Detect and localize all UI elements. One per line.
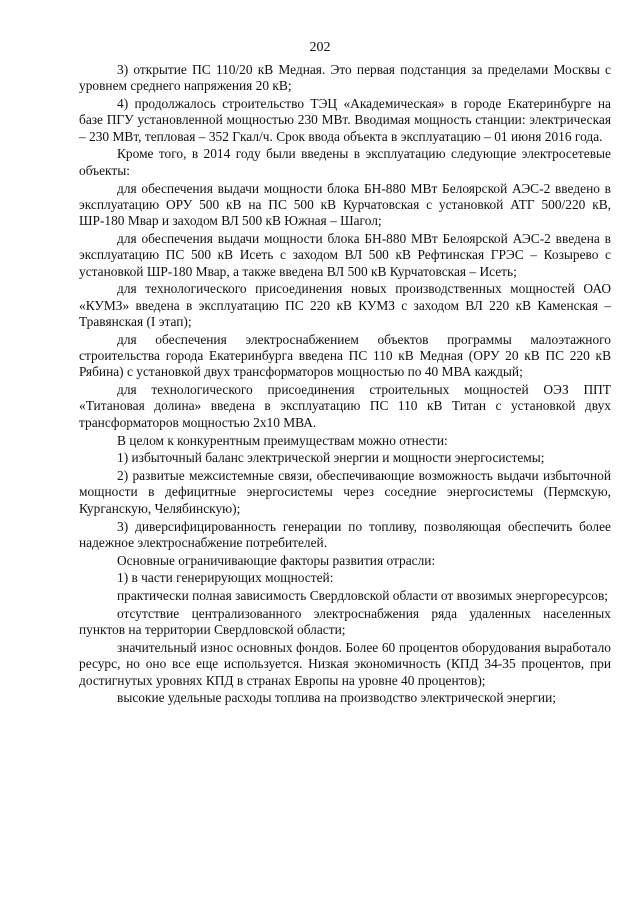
paragraph: 3) открытие ПС 110/20 кВ Медная. Это первая подстанция за пределами Москвы с уровнем среднего напряжения 20 кВ;: [79, 62, 611, 94]
paragraph: для обеспечения выдачи мощности блока БН-880 МВт Белоярской АЭС-2 введена в эксплуатацию ПС 500 кВ Исеть с заходом ВЛ 500 кВ Рефтинская ГРЭС – Козырево с установкой ШР-180 Мвар, а также введена ВЛ 500 кВ Курчатовская – Исеть;: [79, 230, 611, 279]
paragraph: для обеспечения выдачи мощности блока БН-880 МВт Белоярской АЭС-2 введено в эксплуатацию ОРУ 500 кВ на ПС 500 кВ Курчатовская с установкой АТГ 500/220 кВ, ШР-180 Мвар и заходом ВЛ 500 кВ Южная – Шагол;: [79, 180, 611, 229]
paragraph: Основные ограничивающие факторы развития отрасли:: [117, 552, 436, 568]
paragraph: отсутствие централизованного электроснабжения ряда удаленных населенных пунктов на территории Свердловской области;: [79, 606, 611, 638]
paragraph: для технологического присоединения строительных мощностей ОЭЗ ППТ «Титановая долина» введена в эксплуатацию ПС 110 кВ Титан с установкой двух трансформаторов мощностью 2x10 МВА.: [79, 382, 611, 430]
paragraph: для обеспечения электроснабжением объектов программы малоэтажного строительства города Екатеринбурга введена ПС 110 кВ Медная (ОРУ 20 кВ ПС 220 кВ Рябина) с установкой двух трансформаторов мощностью по 40 МВА каждый;: [79, 331, 611, 380]
paragraph: 1) избыточный баланс электрической энергии и мощности энергосистемы;: [117, 450, 545, 466]
paragraph: Кроме того, в 2014 году были введены в эксплуатацию следующие электросетевые объекты:: [79, 146, 611, 178]
paragraph: практически полная зависимость Свердловской области от ввозимых энергоресурсов;: [117, 588, 609, 604]
paragraph: В целом к конкурентным преимуществам можно отнести:: [117, 432, 448, 448]
paragraph: 3) диверсифицированность генерации по топливу, позволяющая обеспечить более надежное электроснабжение потребителей.: [79, 518, 611, 550]
page-body: [79, 62, 611, 708]
paragraph: значительный износ основных фондов. Более 60 процентов оборудования выработало ресурс, но оно все еще используется. Низкая экономичность (КПД 34-35 процентов, при достигнутых уровнях КПД в странах Европы на уровне 40 процентов);: [79, 640, 611, 688]
paragraph: высокие удельные расходы топлива на производство электрической энергии;: [117, 690, 556, 706]
paragraph: 4) продолжалось строительство ТЭЦ «Академическая» в городе Екатеринбурге на базе ПГУ установленной мощностью 230 МВт. Вводимая мощность станции: электрическая – 230 МВт, тепловая – 352 Гкал/ч. Срок ввода объекта в эксплуатацию – 01 июня 2016 года.: [79, 96, 611, 144]
paragraph: 2) развитые межсистемные связи, обеспечивающие возможность выдачи избыточной мощности в дефицитные энергосистемы через соседние энергосистемы (Пермскую, Курганскую, Челябинскую);: [79, 468, 611, 516]
paragraph: 1) в части генерирующих мощностей:: [117, 570, 334, 586]
page-number: 202: [309, 40, 331, 55]
paragraph: для технологического присоединения новых производственных мощностей ОАО «КУМЗ» введена в эксплуатацию ПС 220 кВ КУМЗ с заходом ВЛ 220 кВ Каменская – Травянская (I этап);: [79, 281, 611, 329]
